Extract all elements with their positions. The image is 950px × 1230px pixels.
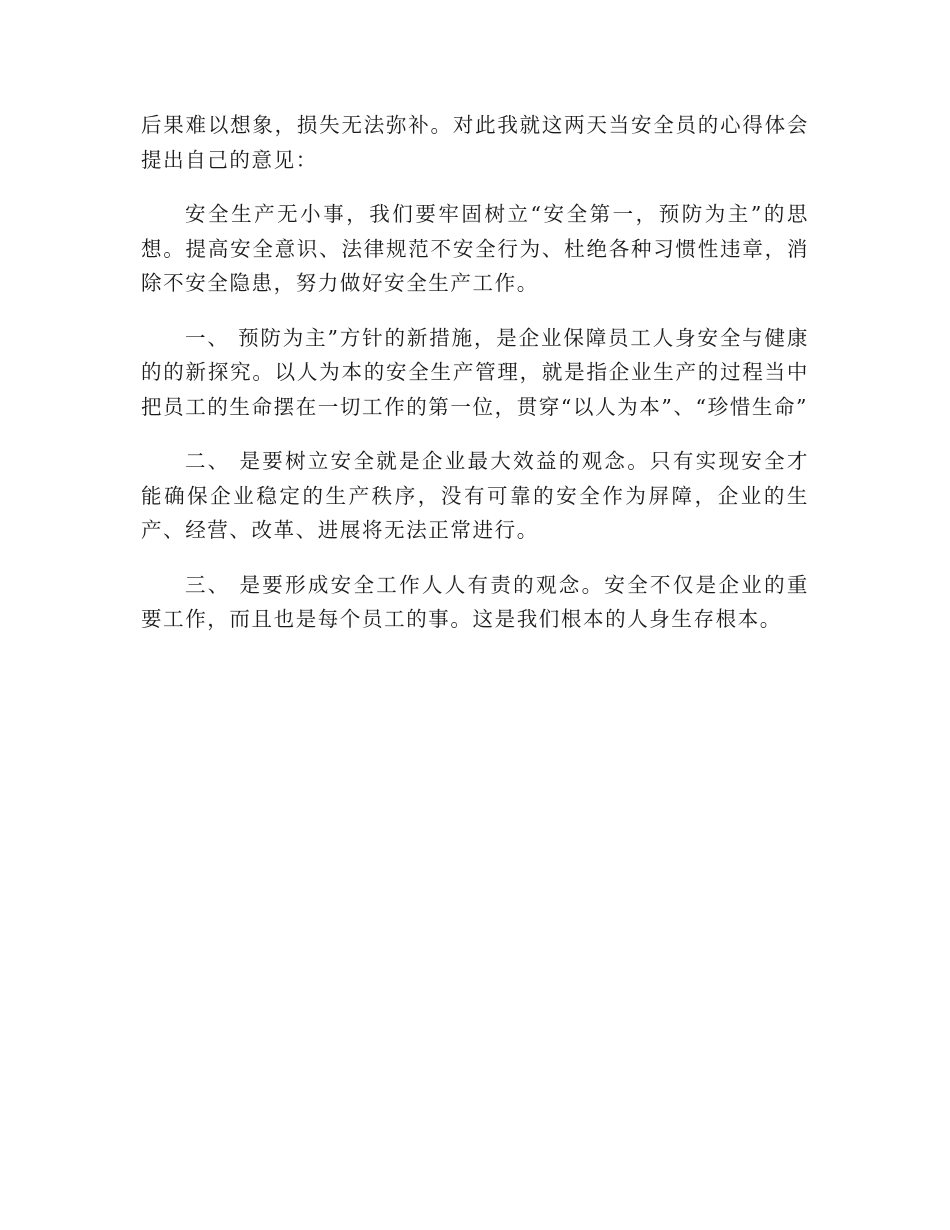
paragraph-intro: 后果难以想象，损失无法弥补。对此我就这两天当安全员的心得体会提出自己的意见：	[141, 113, 809, 172]
paragraph-point-two: 二、 是要树立安全就是企业最大效益的观念。只有实现安全才能确保企业稳定的生产秩序，没有可靠的安全作为屏障，企业的生产、经营、改革、进展将无法正常进行。	[141, 449, 809, 542]
document-body	[141, 108, 809, 657]
paragraph-point-three: 三、 是要形成安全工作人人有责的观念。安全不仅是企业的重要工作，而且也是每个员工的事。这是我们根本的人身生存根本。	[141, 572, 809, 631]
paragraph-safety-first: 安全生产无小事，我们要牢固树立“安全第一，预防为主”的思想。提高安全意识、法律规范不安全行为、杜绝各种习惯性违章，消除不安全隐患，努力做好安全生产工作。	[141, 202, 809, 295]
paragraph-point-one: 一、 预防为主”方针的新措施，是企业保障员工人身安全与健康的的新探究。以人为本的安全生产管理，就是指企业生产的过程当中把员工的生命摆在一切工作的第一位，贯穿“以人为本”、“珍惜生命”	[141, 325, 809, 419]
